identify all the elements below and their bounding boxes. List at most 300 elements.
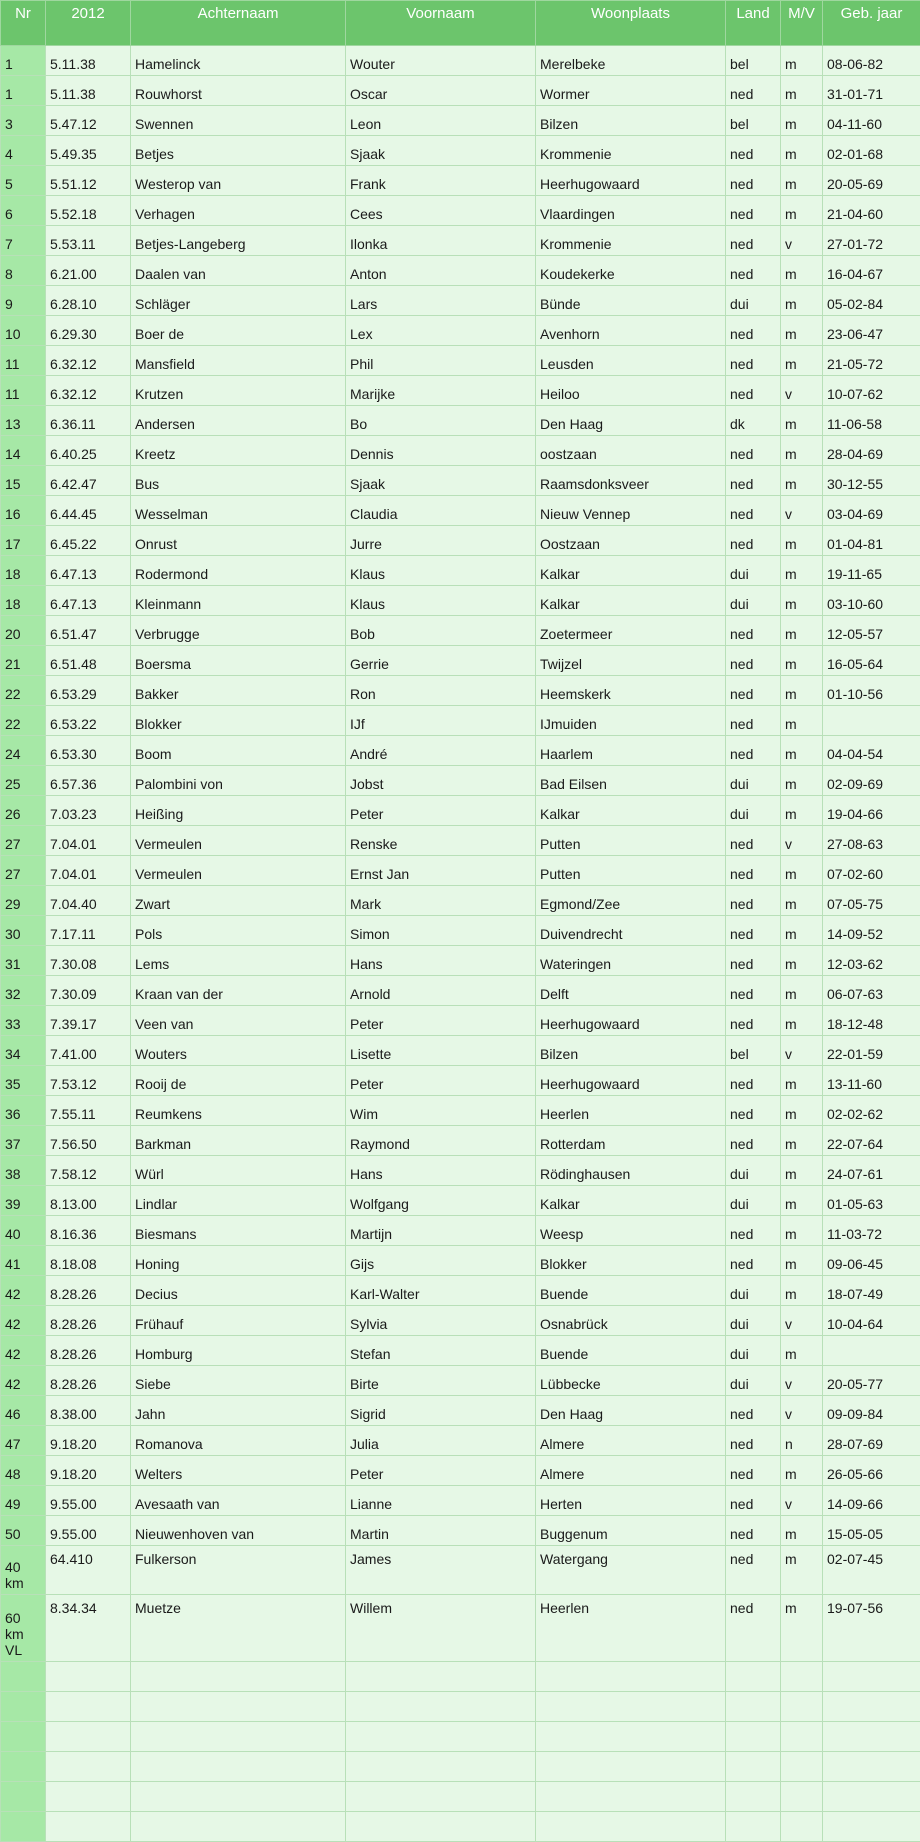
cell-country: ned xyxy=(726,1216,781,1246)
cell-first-name: Sylvia xyxy=(346,1306,536,1336)
cell-nr: 15 xyxy=(1,466,46,496)
cell-residence: Delft xyxy=(536,976,726,1006)
table-row xyxy=(1,376,920,406)
empty-row xyxy=(1,1752,920,1782)
cell-residence: Merelbeke xyxy=(536,46,726,76)
cell-time: 7.41.00 xyxy=(46,1036,131,1066)
header-last-name: Achternaam xyxy=(131,1,346,46)
cell-gender: m xyxy=(781,46,823,76)
cell-country: ned xyxy=(726,676,781,706)
cell-first-name: Wim xyxy=(346,1096,536,1126)
empty-cell xyxy=(781,1722,823,1752)
table-row xyxy=(1,1486,920,1516)
cell-time: 7.30.09 xyxy=(46,976,131,1006)
table-row xyxy=(1,706,920,736)
cell-residence: Haarlem xyxy=(536,736,726,766)
cell-birth-date: 21-05-72 xyxy=(823,346,920,376)
cell-country: ned xyxy=(726,496,781,526)
cell-nr: 42 xyxy=(1,1336,46,1366)
cell-residence: Kalkar xyxy=(536,556,726,586)
empty-cell xyxy=(131,1752,346,1782)
empty-cell xyxy=(1,1812,46,1842)
cell-birth-date: 19-07-56 xyxy=(823,1595,920,1662)
table-row xyxy=(1,316,920,346)
cell-country: ned xyxy=(726,1126,781,1156)
cell-country: dui xyxy=(726,286,781,316)
cell-gender: m xyxy=(781,616,823,646)
cell-last-name: Rooij de xyxy=(131,1066,346,1096)
cell-country: ned xyxy=(726,526,781,556)
cell-last-name: Daalen van xyxy=(131,256,346,286)
cell-country: ned xyxy=(726,976,781,1006)
table-row xyxy=(1,1036,920,1066)
cell-residence: Raamsdonksveer xyxy=(536,466,726,496)
cell-first-name: Ron xyxy=(346,676,536,706)
cell-time: 8.28.26 xyxy=(46,1276,131,1306)
empty-cell xyxy=(726,1662,781,1692)
cell-birth-date: 19-04-66 xyxy=(823,796,920,826)
cell-last-name: Kleinmann xyxy=(131,586,346,616)
cell-residence: Den Haag xyxy=(536,1396,726,1426)
header-birth-date: Geb. jaar xyxy=(823,1,920,46)
cell-residence: Avenhorn xyxy=(536,316,726,346)
table-row xyxy=(1,106,920,136)
table-row xyxy=(1,976,920,1006)
cell-birth-date: 26-05-66 xyxy=(823,1456,920,1486)
cell-gender: v xyxy=(781,826,823,856)
table-row xyxy=(1,1006,920,1036)
cell-last-name: Welters xyxy=(131,1456,346,1486)
cell-nr: 48 xyxy=(1,1456,46,1486)
cell-nr: 60 km VL xyxy=(1,1595,46,1662)
cell-birth-date: 28-04-69 xyxy=(823,436,920,466)
cell-first-name: Leon xyxy=(346,106,536,136)
cell-gender: m xyxy=(781,1546,823,1595)
empty-cell xyxy=(1,1782,46,1812)
cell-residence: Egmond/Zee xyxy=(536,886,726,916)
header-gender: M/V xyxy=(781,1,823,46)
cell-nr: 17 xyxy=(1,526,46,556)
cell-residence: Rödinghausen xyxy=(536,1156,726,1186)
empty-cell xyxy=(346,1662,536,1692)
cell-nr: 36 xyxy=(1,1096,46,1126)
table-row xyxy=(1,1066,920,1096)
cell-birth-date: 10-04-64 xyxy=(823,1306,920,1336)
empty-cell xyxy=(781,1662,823,1692)
cell-residence: Bad Eilsen xyxy=(536,766,726,796)
cell-country: ned xyxy=(726,1516,781,1546)
cell-residence: Almere xyxy=(536,1426,726,1456)
table-row xyxy=(1,166,920,196)
cell-gender: m xyxy=(781,76,823,106)
cell-nr: 50 xyxy=(1,1516,46,1546)
cell-residence: Kalkar xyxy=(536,586,726,616)
cell-time: 5.47.12 xyxy=(46,106,131,136)
cell-time: 64.410 xyxy=(46,1546,131,1595)
table-row xyxy=(1,796,920,826)
empty-cell xyxy=(131,1722,346,1752)
cell-birth-date: 03-04-69 xyxy=(823,496,920,526)
empty-cell xyxy=(46,1752,131,1782)
cell-gender: m xyxy=(781,406,823,436)
cell-time: 7.04.01 xyxy=(46,856,131,886)
cell-gender: m xyxy=(781,106,823,136)
cell-last-name: Betjes-Langeberg xyxy=(131,226,346,256)
cell-country: dui xyxy=(726,556,781,586)
cell-last-name: Frühauf xyxy=(131,1306,346,1336)
cell-birth-date: 24-07-61 xyxy=(823,1156,920,1186)
cell-country: ned xyxy=(726,466,781,496)
cell-time: 7.56.50 xyxy=(46,1126,131,1156)
table-body xyxy=(1,46,920,1842)
cell-gender: m xyxy=(781,316,823,346)
empty-cell xyxy=(536,1812,726,1842)
cell-gender: m xyxy=(781,556,823,586)
cell-birth-date: 02-01-68 xyxy=(823,136,920,166)
empty-cell xyxy=(46,1722,131,1752)
table-row xyxy=(1,406,920,436)
table-row xyxy=(1,46,920,76)
cell-residence: Putten xyxy=(536,856,726,886)
empty-cell xyxy=(823,1692,920,1722)
cell-nr: 7 xyxy=(1,226,46,256)
cell-country: dui xyxy=(726,1336,781,1366)
cell-last-name: Blokker xyxy=(131,706,346,736)
cell-country: bel xyxy=(726,1036,781,1066)
cell-birth-date: 14-09-66 xyxy=(823,1486,920,1516)
empty-cell xyxy=(726,1752,781,1782)
cell-first-name: Sjaak xyxy=(346,136,536,166)
cell-birth-date: 20-05-77 xyxy=(823,1366,920,1396)
table-row xyxy=(1,616,920,646)
cell-last-name: Siebe xyxy=(131,1366,346,1396)
cell-birth-date: 16-05-64 xyxy=(823,646,920,676)
cell-gender: m xyxy=(781,796,823,826)
cell-country: ned xyxy=(726,1426,781,1456)
cell-last-name: Kraan van der xyxy=(131,976,346,1006)
table-row xyxy=(1,196,920,226)
cell-residence: Kalkar xyxy=(536,796,726,826)
table-row xyxy=(1,286,920,316)
cell-country: ned xyxy=(726,436,781,466)
cell-nr: 27 xyxy=(1,856,46,886)
cell-birth-date: 02-02-62 xyxy=(823,1096,920,1126)
cell-last-name: Hamelinck xyxy=(131,46,346,76)
cell-birth-date: 12-05-57 xyxy=(823,616,920,646)
cell-nr: 35 xyxy=(1,1066,46,1096)
cell-first-name: Ilonka xyxy=(346,226,536,256)
empty-cell xyxy=(131,1812,346,1842)
cell-last-name: Boer de xyxy=(131,316,346,346)
cell-time: 6.45.22 xyxy=(46,526,131,556)
cell-nr: 29 xyxy=(1,886,46,916)
cell-last-name: Schläger xyxy=(131,286,346,316)
cell-country: ned xyxy=(726,1595,781,1662)
cell-country: dui xyxy=(726,1156,781,1186)
table-row xyxy=(1,436,920,466)
cell-gender: m xyxy=(781,346,823,376)
cell-birth-date: 12-03-62 xyxy=(823,946,920,976)
cell-gender: m xyxy=(781,166,823,196)
cell-nr: 22 xyxy=(1,706,46,736)
cell-last-name: Honing xyxy=(131,1246,346,1276)
empty-cell xyxy=(726,1722,781,1752)
cell-gender: m xyxy=(781,856,823,886)
cell-time: 7.04.40 xyxy=(46,886,131,916)
cell-first-name: Julia xyxy=(346,1426,536,1456)
cell-last-name: Zwart xyxy=(131,886,346,916)
cell-first-name: Gijs xyxy=(346,1246,536,1276)
cell-residence: Den Haag xyxy=(536,406,726,436)
cell-first-name: Peter xyxy=(346,1006,536,1036)
cell-time: 8.28.26 xyxy=(46,1336,131,1366)
cell-country: ned xyxy=(726,196,781,226)
cell-last-name: Decius xyxy=(131,1276,346,1306)
cell-gender: n xyxy=(781,1426,823,1456)
empty-cell xyxy=(823,1812,920,1842)
cell-birth-date: 01-10-56 xyxy=(823,676,920,706)
cell-birth-date: 18-07-49 xyxy=(823,1276,920,1306)
cell-time: 9.55.00 xyxy=(46,1516,131,1546)
cell-time: 8.13.00 xyxy=(46,1186,131,1216)
cell-last-name: Vermeulen xyxy=(131,826,346,856)
cell-country: ned xyxy=(726,916,781,946)
cell-time: 6.53.22 xyxy=(46,706,131,736)
cell-residence: Kalkar xyxy=(536,1186,726,1216)
cell-time: 6.42.47 xyxy=(46,466,131,496)
cell-residence: Vlaardingen xyxy=(536,196,726,226)
cell-time: 7.58.12 xyxy=(46,1156,131,1186)
cell-residence: Heerlen xyxy=(536,1096,726,1126)
cell-last-name: Palombini von xyxy=(131,766,346,796)
cell-birth-date: 19-11-65 xyxy=(823,556,920,586)
cell-first-name: Gerrie xyxy=(346,646,536,676)
cell-country: ned xyxy=(726,1546,781,1595)
cell-gender: m xyxy=(781,1066,823,1096)
cell-nr: 24 xyxy=(1,736,46,766)
header-country: Land xyxy=(726,1,781,46)
cell-residence: Twijzel xyxy=(536,646,726,676)
cell-last-name: Jahn xyxy=(131,1396,346,1426)
cell-residence: Blokker xyxy=(536,1246,726,1276)
cell-last-name: Krutzen xyxy=(131,376,346,406)
cell-birth-date: 14-09-52 xyxy=(823,916,920,946)
cell-birth-date: 16-04-67 xyxy=(823,256,920,286)
cell-last-name: Lindlar xyxy=(131,1186,346,1216)
empty-row xyxy=(1,1812,920,1842)
cell-first-name: Klaus xyxy=(346,556,536,586)
cell-birth-date: 22-01-59 xyxy=(823,1036,920,1066)
cell-birth-date: 09-09-84 xyxy=(823,1396,920,1426)
cell-nr: 11 xyxy=(1,376,46,406)
table-row xyxy=(1,1246,920,1276)
cell-gender: m xyxy=(781,526,823,556)
cell-nr: 20 xyxy=(1,616,46,646)
cell-last-name: Muetze xyxy=(131,1595,346,1662)
cell-time: 8.34.34 xyxy=(46,1595,131,1662)
cell-birth-date: 18-12-48 xyxy=(823,1006,920,1036)
cell-gender: m xyxy=(781,1246,823,1276)
cell-birth-date: 03-10-60 xyxy=(823,586,920,616)
cell-birth-date: 11-03-72 xyxy=(823,1216,920,1246)
cell-birth-date: 08-06-82 xyxy=(823,46,920,76)
cell-first-name: Sigrid xyxy=(346,1396,536,1426)
table-row xyxy=(1,586,920,616)
cell-country: ned xyxy=(726,316,781,346)
cell-last-name: Veen van xyxy=(131,1006,346,1036)
empty-cell xyxy=(536,1782,726,1812)
cell-time: 6.29.30 xyxy=(46,316,131,346)
cell-residence: Krommenie xyxy=(536,226,726,256)
cell-time: 8.18.08 xyxy=(46,1246,131,1276)
cell-country: ned xyxy=(726,1066,781,1096)
cell-first-name: Bo xyxy=(346,406,536,436)
cell-residence: Putten xyxy=(536,826,726,856)
cell-country: ned xyxy=(726,76,781,106)
cell-gender: m xyxy=(781,1006,823,1036)
cell-time: 6.47.13 xyxy=(46,556,131,586)
cell-gender: m xyxy=(781,736,823,766)
table-row xyxy=(1,646,920,676)
cell-country: ned xyxy=(726,1456,781,1486)
cell-residence: Almere xyxy=(536,1456,726,1486)
cell-first-name: Hans xyxy=(346,1156,536,1186)
cell-country: bel xyxy=(726,46,781,76)
cell-nr: 32 xyxy=(1,976,46,1006)
empty-cell xyxy=(536,1722,726,1752)
cell-nr: 9 xyxy=(1,286,46,316)
cell-first-name: Sjaak xyxy=(346,466,536,496)
cell-nr: 18 xyxy=(1,586,46,616)
cell-residence: Heiloo xyxy=(536,376,726,406)
table-row xyxy=(1,676,920,706)
cell-first-name: Cees xyxy=(346,196,536,226)
cell-time: 8.38.00 xyxy=(46,1396,131,1426)
cell-first-name: Willem xyxy=(346,1595,536,1662)
cell-last-name: Nieuwenhoven van xyxy=(131,1516,346,1546)
cell-last-name: Vermeulen xyxy=(131,856,346,886)
empty-cell xyxy=(536,1752,726,1782)
cell-gender: m xyxy=(781,646,823,676)
table-row xyxy=(1,1216,920,1246)
empty-cell xyxy=(726,1812,781,1842)
empty-cell xyxy=(823,1722,920,1752)
cell-first-name: Jurre xyxy=(346,526,536,556)
cell-nr: 8 xyxy=(1,256,46,286)
cell-gender: v xyxy=(781,226,823,256)
cell-birth-date: 10-07-62 xyxy=(823,376,920,406)
cell-birth-date: 05-02-84 xyxy=(823,286,920,316)
empty-row xyxy=(1,1692,920,1722)
cell-gender: v xyxy=(781,1306,823,1336)
cell-gender: m xyxy=(781,886,823,916)
cell-nr: 22 xyxy=(1,676,46,706)
cell-country: ned xyxy=(726,1396,781,1426)
empty-cell xyxy=(346,1752,536,1782)
cell-residence: Duivendrecht xyxy=(536,916,726,946)
cell-gender: m xyxy=(781,256,823,286)
cell-gender: m xyxy=(781,676,823,706)
table-row xyxy=(1,496,920,526)
table-row xyxy=(1,1546,920,1595)
cell-first-name: Jobst xyxy=(346,766,536,796)
cell-gender: v xyxy=(781,1396,823,1426)
table-row xyxy=(1,886,920,916)
cell-nr: 13 xyxy=(1,406,46,436)
cell-last-name: Rouwhorst xyxy=(131,76,346,106)
cell-residence: Heerhugowaard xyxy=(536,166,726,196)
cell-last-name: Biesmans xyxy=(131,1216,346,1246)
cell-country: ned xyxy=(726,736,781,766)
empty-cell xyxy=(346,1692,536,1722)
cell-first-name: Marijke xyxy=(346,376,536,406)
cell-country: dui xyxy=(726,1306,781,1336)
cell-residence: Bilzen xyxy=(536,1036,726,1066)
header-residence: Woonplaats xyxy=(536,1,726,46)
cell-nr: 40 km xyxy=(1,1546,46,1595)
cell-last-name: Würl xyxy=(131,1156,346,1186)
cell-residence: Wormer xyxy=(536,76,726,106)
cell-time: 5.52.18 xyxy=(46,196,131,226)
cell-residence: Krommenie xyxy=(536,136,726,166)
cell-country: dui xyxy=(726,766,781,796)
cell-birth-date: 09-06-45 xyxy=(823,1246,920,1276)
cell-time: 6.36.11 xyxy=(46,406,131,436)
empty-cell xyxy=(1,1722,46,1752)
cell-country: bel xyxy=(726,106,781,136)
cell-gender: m xyxy=(781,1126,823,1156)
cell-gender: m xyxy=(781,916,823,946)
cell-first-name: Renske xyxy=(346,826,536,856)
cell-nr: 42 xyxy=(1,1366,46,1396)
table-row xyxy=(1,136,920,166)
empty-cell xyxy=(131,1692,346,1722)
cell-residence: Buggenum xyxy=(536,1516,726,1546)
cell-nr: 42 xyxy=(1,1276,46,1306)
cell-gender: m xyxy=(781,946,823,976)
empty-row xyxy=(1,1782,920,1812)
cell-last-name: Pols xyxy=(131,916,346,946)
cell-nr: 1 xyxy=(1,46,46,76)
cell-gender: m xyxy=(781,1516,823,1546)
empty-cell xyxy=(726,1692,781,1722)
cell-residence: Wateringen xyxy=(536,946,726,976)
cell-first-name: Oscar xyxy=(346,76,536,106)
table-row xyxy=(1,826,920,856)
cell-country: ned xyxy=(726,166,781,196)
cell-residence: oostzaan xyxy=(536,436,726,466)
cell-gender: m xyxy=(781,766,823,796)
empty-cell xyxy=(46,1812,131,1842)
cell-time: 8.28.26 xyxy=(46,1306,131,1336)
cell-residence: Heerhugowaard xyxy=(536,1006,726,1036)
cell-birth-date: 21-04-60 xyxy=(823,196,920,226)
cell-gender: m xyxy=(781,1595,823,1662)
cell-nr: 10 xyxy=(1,316,46,346)
cell-time: 6.51.47 xyxy=(46,616,131,646)
cell-residence: Zoetermeer xyxy=(536,616,726,646)
cell-first-name: Peter xyxy=(346,1066,536,1096)
cell-first-name: Lex xyxy=(346,316,536,346)
cell-gender: m xyxy=(781,1096,823,1126)
cell-nr: 25 xyxy=(1,766,46,796)
cell-country: dui xyxy=(726,1366,781,1396)
cell-nr: 18 xyxy=(1,556,46,586)
cell-first-name: Bob xyxy=(346,616,536,646)
cell-country: ned xyxy=(726,886,781,916)
cell-birth-date: 30-12-55 xyxy=(823,466,920,496)
cell-birth-date: 04-04-54 xyxy=(823,736,920,766)
